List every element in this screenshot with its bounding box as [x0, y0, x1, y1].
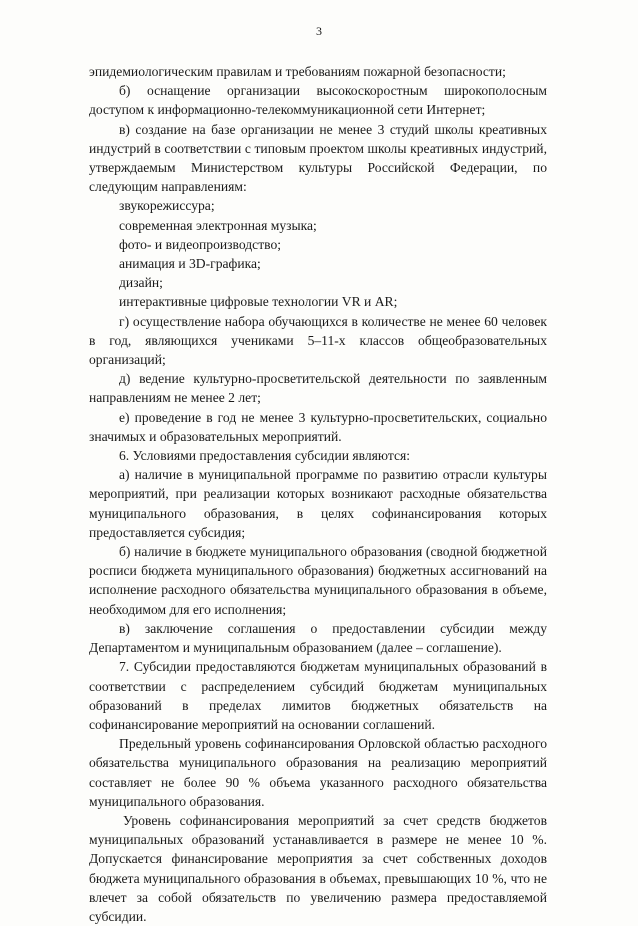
- list-item: дизайн;: [119, 275, 163, 291]
- paragraph: б) оснащение организации высокоскоростным широкополосным доступом к информационно-телекоммуникационной сети Интернет;: [89, 83, 547, 118]
- list-item: интерактивные цифровые технологии VR и AR;: [119, 294, 398, 310]
- page-number: 3: [316, 24, 322, 38]
- list-item: звукорежиссура;: [119, 198, 215, 214]
- paragraph: эпидемиологическим правилам и требованиям пожарной безопасности;: [89, 64, 506, 79]
- paragraph: б) наличие в бюджете муниципального образования (сводной бюджетной росписи бюджета муниципального образования) бюджетных ассигнований на исполнение расходного обязательства муниципального образования в объеме, необходимом для его исполнения;: [89, 544, 547, 617]
- paragraph: 6. Условиями предоставления субсидии являются:: [119, 448, 411, 464]
- list-item: фото- и видеопроизводство;: [119, 236, 282, 252]
- paragraph: а) наличие в муниципальной программе по развитию отрасли культуры мероприятий, при реализации которых возникают расходные обязательства муниципального образования, в целях софинансирования которых предоставляется субсидия;: [89, 467, 547, 540]
- paragraph: в) заключение соглашения о предоставлении субсидии между Департаментом и муниципальным образованием (далее – соглашение).: [89, 620, 547, 656]
- document-body: [89, 62, 547, 926]
- list-item: современная электронная музыка;: [119, 217, 317, 233]
- list-item: анимация и 3D-графика;: [119, 256, 261, 272]
- paragraph: д) ведение культурно-просветительской деятельности по заявленным направлениям не менее 2 лет;: [89, 371, 547, 406]
- paragraph: Предельный уровень софинансирования Орловской областью расходного обязательства муниципального образования на реализацию мероприятий составляет не более 90 % объема указанного расходного обязательства муниципального образования.: [89, 736, 547, 809]
- paragraph: в) создание на базе организации не менее 3 студий школы креативных индустрий в соответствии с типовым проектом школы креативных индустрий, утверждаемым Министерством культуры Российской Федерации, по следующим направлениям:: [89, 121, 547, 195]
- paragraph: Уровень софинансирования мероприятий за счет средств бюджетов муниципальных образований устанавливается в размере не менее 10 %. Допускается финансирование мероприятия за счет собственных доходов бюджета муниципального образования в объемах, превышающих 10 %, что не влечет за собой обязательств по увеличению размера предоставляемой субсидии.: [89, 812, 547, 924]
- paragraph: е) проведение в год не менее 3 культурно-просветительских, социально значимых и образовательных мероприятий.: [89, 409, 547, 444]
- paragraph: г) осуществление набора обучающихся в количестве не менее 60 человек в год, являющихся учениками 5–11-х классов общеобразовательных организаций;: [89, 313, 547, 368]
- paragraph: 7. Субсидии предоставляются бюджетам муниципальных образований в соответствии с распределением субсидий бюджетам муниципальных образований в пределах лимитов бюджетных обязательств на софинансирование мероприятий на основании соглашений.: [89, 659, 547, 732]
